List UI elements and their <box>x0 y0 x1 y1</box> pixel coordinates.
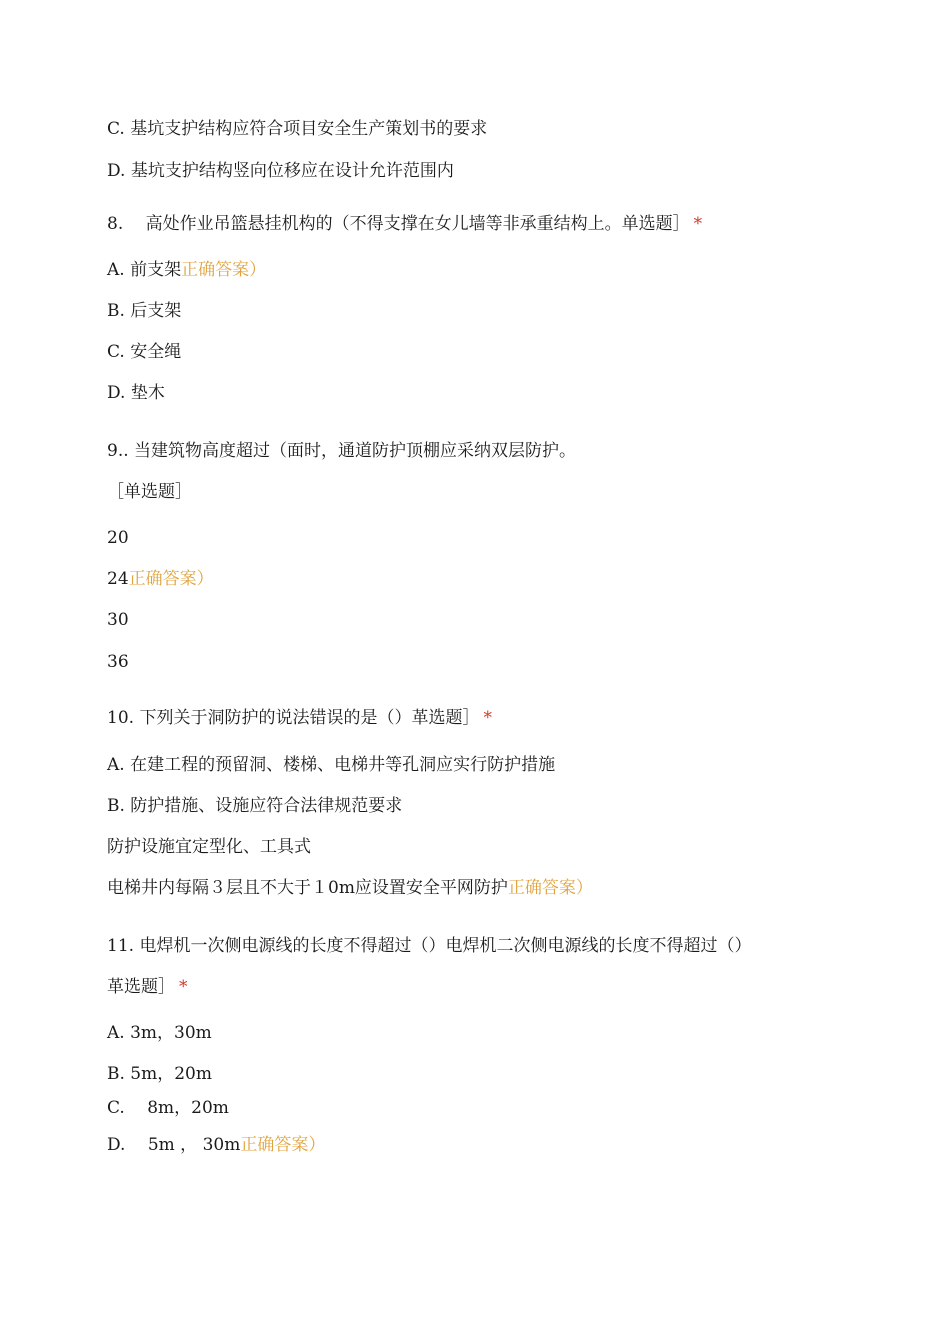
option-text: D. 5m ， 30m <box>107 1135 241 1155</box>
q9-type: ［单选题］ <box>107 482 192 502</box>
q11-stem: 11. 电焊机一次侧电源线的长度不得超过（）电焊机二次侧电源线的长度不得超过（） <box>107 936 752 956</box>
q8-option-c: C. 安全绳 <box>107 342 182 362</box>
q8-option-d: D. 垫木 <box>107 383 165 403</box>
q10-option-b: B. 防护措施、设施应符合法律规范要求 <box>107 796 403 816</box>
required-mark: * <box>693 214 703 234</box>
q8-option-a <box>107 258 266 282</box>
question-text: 10. 下列关于洞防护的说法错误的是（）革选题］ <box>107 708 480 728</box>
q9-option-2 <box>107 567 214 591</box>
correct-answer-tag: 正确答案） <box>181 260 267 280</box>
q7-option-d: D. 基坑支护结构竖向位移应在设计允许范围内 <box>107 161 454 181</box>
correct-answer-tag: 正确答案） <box>240 1135 326 1155</box>
q11-option-d <box>107 1133 325 1157</box>
question-text: 8. 高处作业吊篮悬挂机构的（不得支撑在女儿墙等非承重结构上。单选题］ <box>107 214 690 234</box>
required-mark: * <box>179 977 188 997</box>
q8-option-b: B. 后支架 <box>107 301 182 321</box>
q11-option-c: C. 8m，20m <box>107 1098 229 1118</box>
q11-stem-line2 <box>107 975 188 999</box>
option-text: A. 前支架 <box>107 260 182 280</box>
option-text: 电梯井内每隔３层且不大于１0m应设置安全平网防护 <box>107 878 508 898</box>
q10-stem <box>107 706 492 730</box>
correct-answer-tag: 正确答案） <box>507 878 593 898</box>
correct-answer-tag: 正确答案） <box>128 569 214 589</box>
q11-option-a: A. 3m，30m <box>107 1023 212 1043</box>
q11-option-b: B. 5m，20m <box>107 1064 212 1084</box>
q10-option-a: A. 在建工程的预留洞、楼梯、电梯井等孔洞应实行防护措施 <box>107 755 556 775</box>
required-mark: * <box>483 708 492 728</box>
q7-option-c: C. 基坑支护结构应符合项目安全生产策划书的要求 <box>107 119 488 139</box>
q9-stem: 9.. 当建筑物高度超过（面时，通道防护顶棚应采纳双层防护。 <box>107 441 577 461</box>
q8-stem <box>107 212 702 236</box>
question-type: 革选题］ <box>107 977 175 997</box>
q10-option-c: 防护设施宜定型化、工具式 <box>107 837 311 857</box>
q9-option-1: 20 <box>107 528 129 548</box>
q10-option-d <box>107 876 593 900</box>
q9-option-4: 36 <box>107 652 129 672</box>
q9-option-3: 30 <box>107 610 129 630</box>
option-text: 24 <box>107 569 129 589</box>
